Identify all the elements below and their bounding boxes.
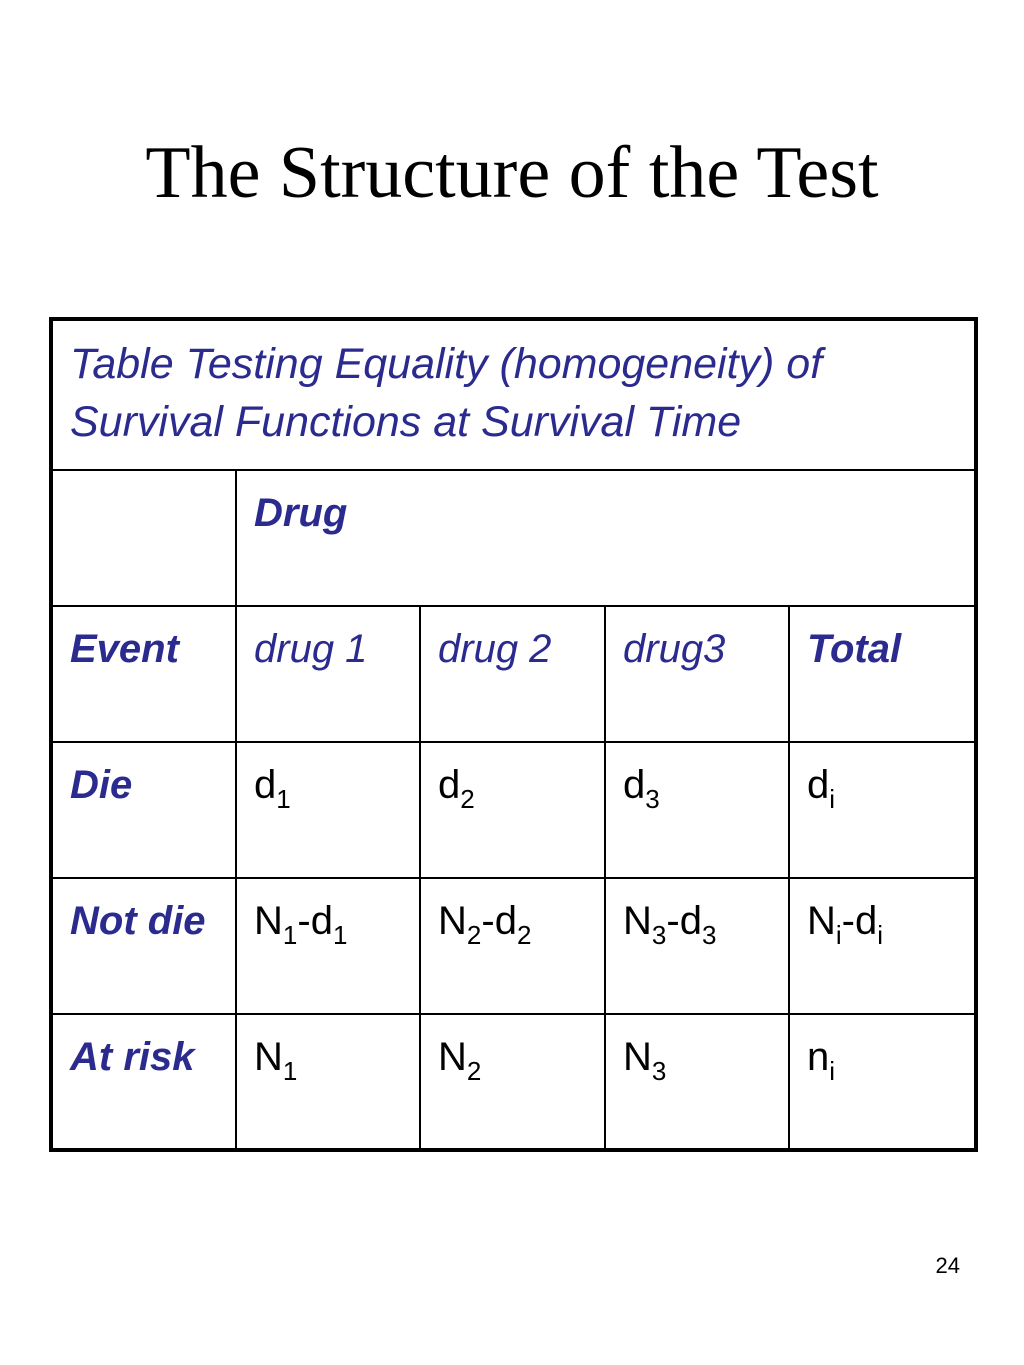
caption-row <box>51 319 976 470</box>
survival-table <box>49 317 978 1152</box>
cell-not-die-drug-2: $N_2-d_2$ <box>420 878 605 1014</box>
row-label-at-risk: At risk <box>51 1014 236 1150</box>
cell-die-drug-3: $d_3$ <box>605 742 789 878</box>
cell-die-drug-2: $d_2$ <box>420 742 605 878</box>
column-header-drug-2: drug 2 <box>420 606 605 742</box>
table-caption: Table Testing Equality (homogeneity) of Survival Functions at Survival Time <box>51 319 976 470</box>
cell-at-risk-total: $n_i$ <box>789 1014 976 1150</box>
cell-die-drug-1: $d_1$ <box>236 742 420 878</box>
cell-at-risk-drug-1: $N_1$ <box>236 1014 420 1150</box>
group-header-row <box>51 470 976 606</box>
column-header-total: Total <box>789 606 976 742</box>
empty-corner-cell <box>51 470 236 606</box>
row-label-die: Die <box>51 742 236 878</box>
cell-at-risk-drug-3: $N_3$ <box>605 1014 789 1150</box>
column-header-drug-3: drug3 <box>605 606 789 742</box>
table-row-die <box>51 742 976 878</box>
row-label-not-die: Not die <box>51 878 236 1014</box>
drug-group-header: Drug <box>236 470 976 606</box>
column-header-row <box>51 606 976 742</box>
cell-not-die-drug-3: $N_3-d_3$ <box>605 878 789 1014</box>
cell-die-total: $d_i$ <box>789 742 976 878</box>
cell-not-die-drug-1: $N_1-d_1$ <box>236 878 420 1014</box>
column-header-event: Event <box>51 606 236 742</box>
column-header-drug-1: drug 1 <box>236 606 420 742</box>
table-row-not-die <box>51 878 976 1014</box>
slide-title: The Structure of the Test <box>145 132 879 214</box>
cell-not-die-total: $N_i-d_i$ <box>789 878 976 1014</box>
table-row-at-risk <box>51 1014 976 1150</box>
page-number: 24 <box>935 1253 960 1278</box>
cell-at-risk-drug-2: $N_2$ <box>420 1014 605 1150</box>
